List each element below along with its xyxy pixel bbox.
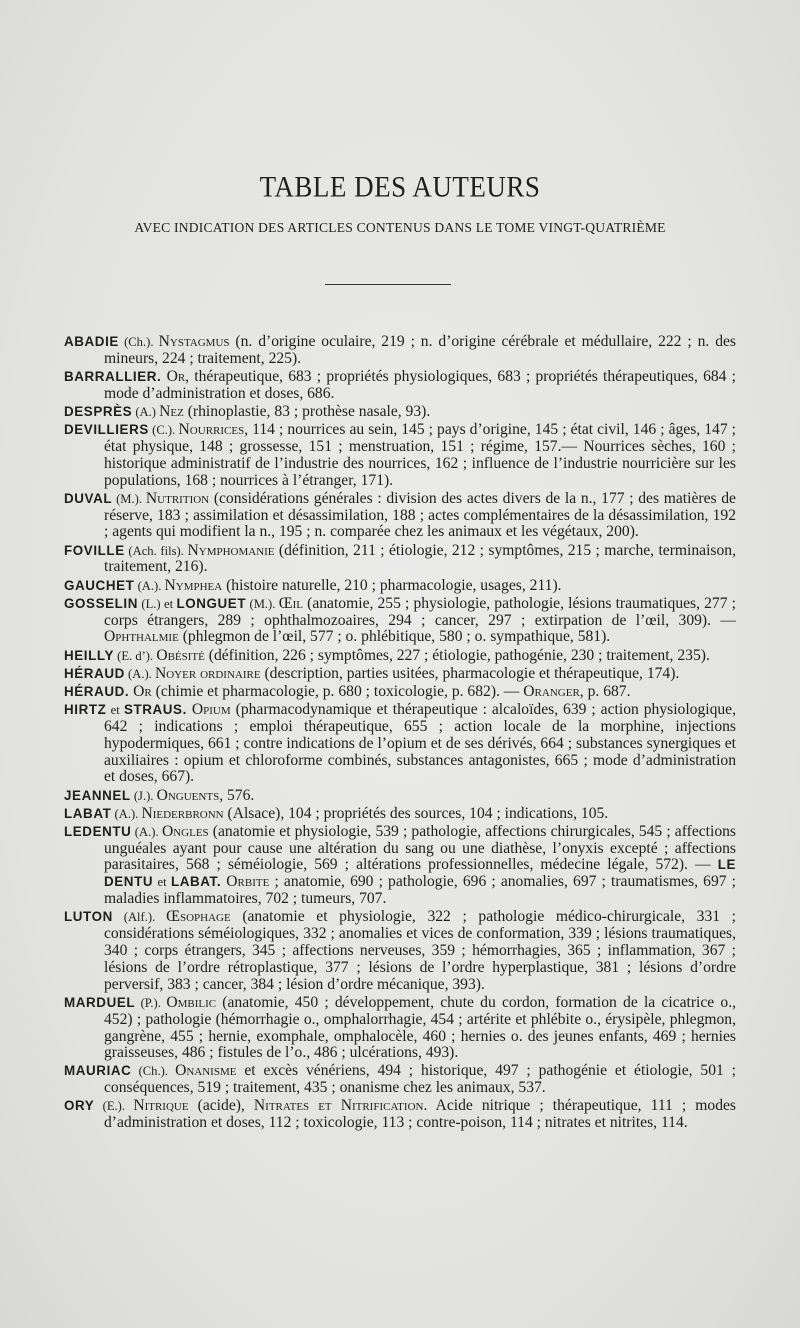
author-name: STRAUS. <box>123 701 187 717</box>
author-initials: (Ch.). <box>131 1064 176 1079</box>
index-entry <box>64 909 736 993</box>
article-title: Niederbronn <box>141 804 224 822</box>
article-title: Nourrices <box>178 421 245 439</box>
page-subtitle: AVEC INDICATION DES ARTICLES CONTENUS DANS LE TOME VINGT-QUATRIÈME <box>134 220 666 235</box>
entry-text: . Acide nitrique ; thérapeutique, 111 ; modes d’administration et doses, 112 ; toxicologie, 113 ; contre-poison, 114 ; nitrates et nitrites, 114. <box>104 1097 736 1132</box>
page-header <box>0 172 800 236</box>
index-entry <box>64 334 736 368</box>
index-entry <box>64 1063 736 1097</box>
author-initials: (A.). <box>134 578 165 593</box>
index-entry <box>64 824 736 908</box>
author-initials: (A.). <box>111 806 142 821</box>
author-initials: (M.). <box>246 596 279 611</box>
author-name: LABAT <box>64 805 112 821</box>
index-entry <box>64 648 736 665</box>
author-name: HÉRAUD. <box>64 683 130 699</box>
author-name: FOVILLE <box>64 542 125 558</box>
article-title: Noyer ordinaire <box>154 664 261 682</box>
index-entry <box>64 684 736 701</box>
author-initials: (J.). <box>130 788 157 803</box>
article-title: Nez <box>159 402 184 420</box>
article-title: Opium <box>191 700 231 718</box>
entry-text: (acide), <box>188 1097 254 1115</box>
author-initials: et <box>153 875 171 890</box>
entry-text: (définition, 211 ; étiologie, 212 ; symptômes, 215 ; marche, terminaison, traitement, 216). <box>104 541 736 576</box>
entry-text: (n. d’origine oculaire, 219 ; n. d’origine cérébrale et médullaire, 222 ; n. des mineurs, 224 ; traitement, 225). <box>104 333 736 367</box>
author-name: DEVILLIERS <box>64 422 149 438</box>
author-initials: (A.). <box>131 824 162 839</box>
article-title: Orbite <box>226 873 270 891</box>
author-initials: (C.). <box>148 423 179 438</box>
article-title: Nitrates et Nitrification <box>253 1097 424 1115</box>
article-title: Ophthalmie <box>104 628 179 646</box>
author-initials: (E. d’). <box>113 648 157 663</box>
article-title: Ongles <box>161 822 209 840</box>
article-title: Obésité <box>156 646 205 664</box>
entry-text: (Alsace), 104 ; propriétés des sources, 104 ; indications, 105. <box>223 804 609 822</box>
author-name: GAUCHET <box>64 577 135 593</box>
title-divider <box>325 284 451 285</box>
author-name: LUTON <box>64 909 113 925</box>
index-entry <box>64 666 736 683</box>
index-entry <box>64 806 736 823</box>
article-title: Nymphea <box>164 576 223 594</box>
author-initials: (M.). <box>112 491 146 506</box>
author-initials: (Alf.). <box>112 910 167 925</box>
author-name: ORY <box>64 1098 95 1114</box>
index-entry <box>64 491 736 542</box>
author-name: BARRALLIER. <box>64 368 162 384</box>
entry-text: et excès vénériens, 494 ; historique, 497 ; pathogénie et étiologie, 501 ; conséquences, 519 ; traitement, 435 ; onanisme chez les animaux, 537. <box>104 1062 736 1097</box>
entry-text: (anatomie et physiologie, 539 ; pathologie, affections chirurgicales, 545 ; affections unguéales ayant pour cause une altération du sang ou une diathèse, l’onyxis excepté ; affections parasitaires, 568 ; séméiologie, 569 ; altérations professionnelles, médecine légale, 572). — <box>104 822 736 874</box>
index-entry <box>64 788 736 805</box>
article-title: Nutrition <box>145 489 210 507</box>
entry-text: , 576. <box>219 786 255 804</box>
article-title: Or <box>133 682 152 700</box>
entry-text: (phlegmon de l’œil, 577 ; o. phlébitique, 580 ; o. sympathique, 581). <box>178 628 611 646</box>
author-name: DUVAL <box>64 490 113 506</box>
author-index <box>64 334 736 1133</box>
index-entry <box>64 1098 736 1132</box>
entry-text: (histoire naturelle, 210 ; pharmacologie, usages, 211). <box>222 576 562 594</box>
author-name: MAURIAC <box>64 1063 132 1079</box>
author-initials: (Ach. fils). <box>124 543 188 558</box>
entry-text: (pharmacodynamique et thérapeutique : alcaloïdes, 639 ; action physiologique, 642 ; indications ; emploi thérapeutique, 655 ; action locale de la morphine, injections hypodermiques, 661 ; contre indications de l’opium et de ses dérivés, 664 ; substances synergiques et auxiliaires : opium et chloroforme combinés, substances antagonistes, 665 ; mode d’administration et doses, 667). <box>104 700 737 786</box>
index-entry <box>64 596 736 647</box>
article-title: Nymphomanie <box>187 541 275 559</box>
entry-text: , p. 687. <box>579 682 631 700</box>
author-name: JEANNEL <box>64 787 131 803</box>
author-name: GOSSELIN <box>64 595 138 611</box>
entry-text: (définition, 226 ; symptômes, 227 ; étiologie, pathogénie, 230 ; traitement, 235). <box>204 646 710 664</box>
author-name: ABADIE <box>64 334 119 349</box>
entry-text: (anatomie et physiologie, 322 ; pathologie médico-chirurgicale, 331 ; considérations séméiologiques, 332 ; anomalies et vices de conformation, 339 ; lésions traumatiques, 340 ; corps étrangers, 345 ; affections nerveuses, 359 ; hémorrhagies, 365 ; inflammation, 367 ; lésions de l’ordre rétroplastique, 377 ; lésions de l’ordre hyperplastique, 381 ; lésions d’ordre perversif, 383 ; cancer, 384 ; lésion d’ordre mécanique, 393). <box>104 908 736 993</box>
author-initials: et <box>106 702 124 717</box>
author-initials: (A.). <box>124 666 155 681</box>
author-name: HIRTZ <box>64 701 107 717</box>
article-title: Onguents <box>156 786 220 804</box>
entry-text: ; anatomie, 690 ; pathologie, 696 ; anomalies, 697 ; traumatismes, 697 ; maladies inflammatoires, 702 ; tumeurs, 707. <box>104 873 737 908</box>
author-initials: (E.). <box>94 1099 134 1114</box>
index-entry <box>64 578 736 595</box>
article-title: Nitrique <box>133 1097 189 1115</box>
author-name: HÉRAUD <box>64 665 125 681</box>
article-title: Onanisme <box>175 1062 237 1080</box>
article-title: Or <box>166 367 186 385</box>
author-name: MARDUEL <box>64 994 136 1010</box>
entry-text: (chimie et pharmacologie, p. 680 ; toxicologie, p. 682). — <box>151 682 524 700</box>
entry-text: , thérapeutique, 683 ; propriétés physiologiques, 683 ; propriétés thérapeutiques, 684 ; mode d’administration et doses, 686. <box>104 367 736 402</box>
author-initials: (A.) <box>132 404 160 419</box>
author-initials: (Ch.). <box>118 335 159 349</box>
entry-text: , 114 ; nourrices au sein, 145 ; pays d’origine, 145 ; état civil, 146 ; âges, 147 ; état physique, 148 ; grossesse, 151 ; menstruation, 151 ; régime, 157.— Nourrices sèches, 160 ; historique administratif de l’industrie des nourrices, 162 ; influence de l’industrie nourricière sur les populations, 168 ; nourrices à l’étranger, 171). <box>104 421 736 489</box>
author-name: LABAT. <box>170 874 222 890</box>
entry-text: (considérations générales : division des actes divers de la n., 177 ; des matières de réserve, 183 ; assimilation et désassimilation, 188 ; actes complémentaires de la désassimilation, 192 ; agents qui modifient la n., 195 ; n. comparée chez les animaux et les végétaux, 200). <box>104 489 736 541</box>
index-entry <box>64 702 736 786</box>
index-entry <box>64 543 736 577</box>
entry-text: (rhinoplastie, 83 ; prothèse nasale, 93). <box>183 402 431 420</box>
author-name: HEILLY <box>64 647 114 663</box>
article-title: Oranger <box>523 682 580 700</box>
author-initials: (P.). <box>135 995 167 1010</box>
index-entry <box>64 369 736 403</box>
author-name: DESPRÈS <box>64 403 133 419</box>
article-title: Œsophage <box>166 908 231 926</box>
index-entry <box>64 995 736 1062</box>
article-title: Œil <box>278 594 304 612</box>
page-title: TABLE DES AUTEURS <box>259 170 541 204</box>
author-name: LE DENTU <box>104 857 736 890</box>
article-title: Nystagmus <box>158 333 230 350</box>
author-name: LONGUET <box>176 595 247 611</box>
entry-text: (description, parties usitées, pharmacologie et thérapeutique, 174). <box>260 664 680 682</box>
article-title: Ombilic <box>166 993 217 1011</box>
index-entry <box>64 422 736 489</box>
entry-text: (anatomie, 255 ; physiologie, pathologie, lésions traumatiques, 277 ; corps étrangers, 289 ; ophthalmozoaires, 294 ; cancer, 297 ; extirpation de l’œil, 309). — <box>104 594 736 629</box>
author-initials: (L.) et <box>138 596 177 611</box>
entry-text: (anatomie, 450 ; développement, chute du cordon, formation de la cicatrice o., 452) ; pathologie (hémorrhagie o., omphalorrhagie, 454 ; artérite et phlébite o., érysipèle, phlegmon, gangrène, 455 ; hernie, exomphale, omphalocèle, 460 ; hernies o. des jeunes enfants, 469 ; hernies graisseuses, 486 ; fistules de l’o., 486 ; ulcérations, 493). <box>104 993 736 1062</box>
author-name: LEDENTU <box>64 823 132 839</box>
index-entry <box>64 404 736 421</box>
